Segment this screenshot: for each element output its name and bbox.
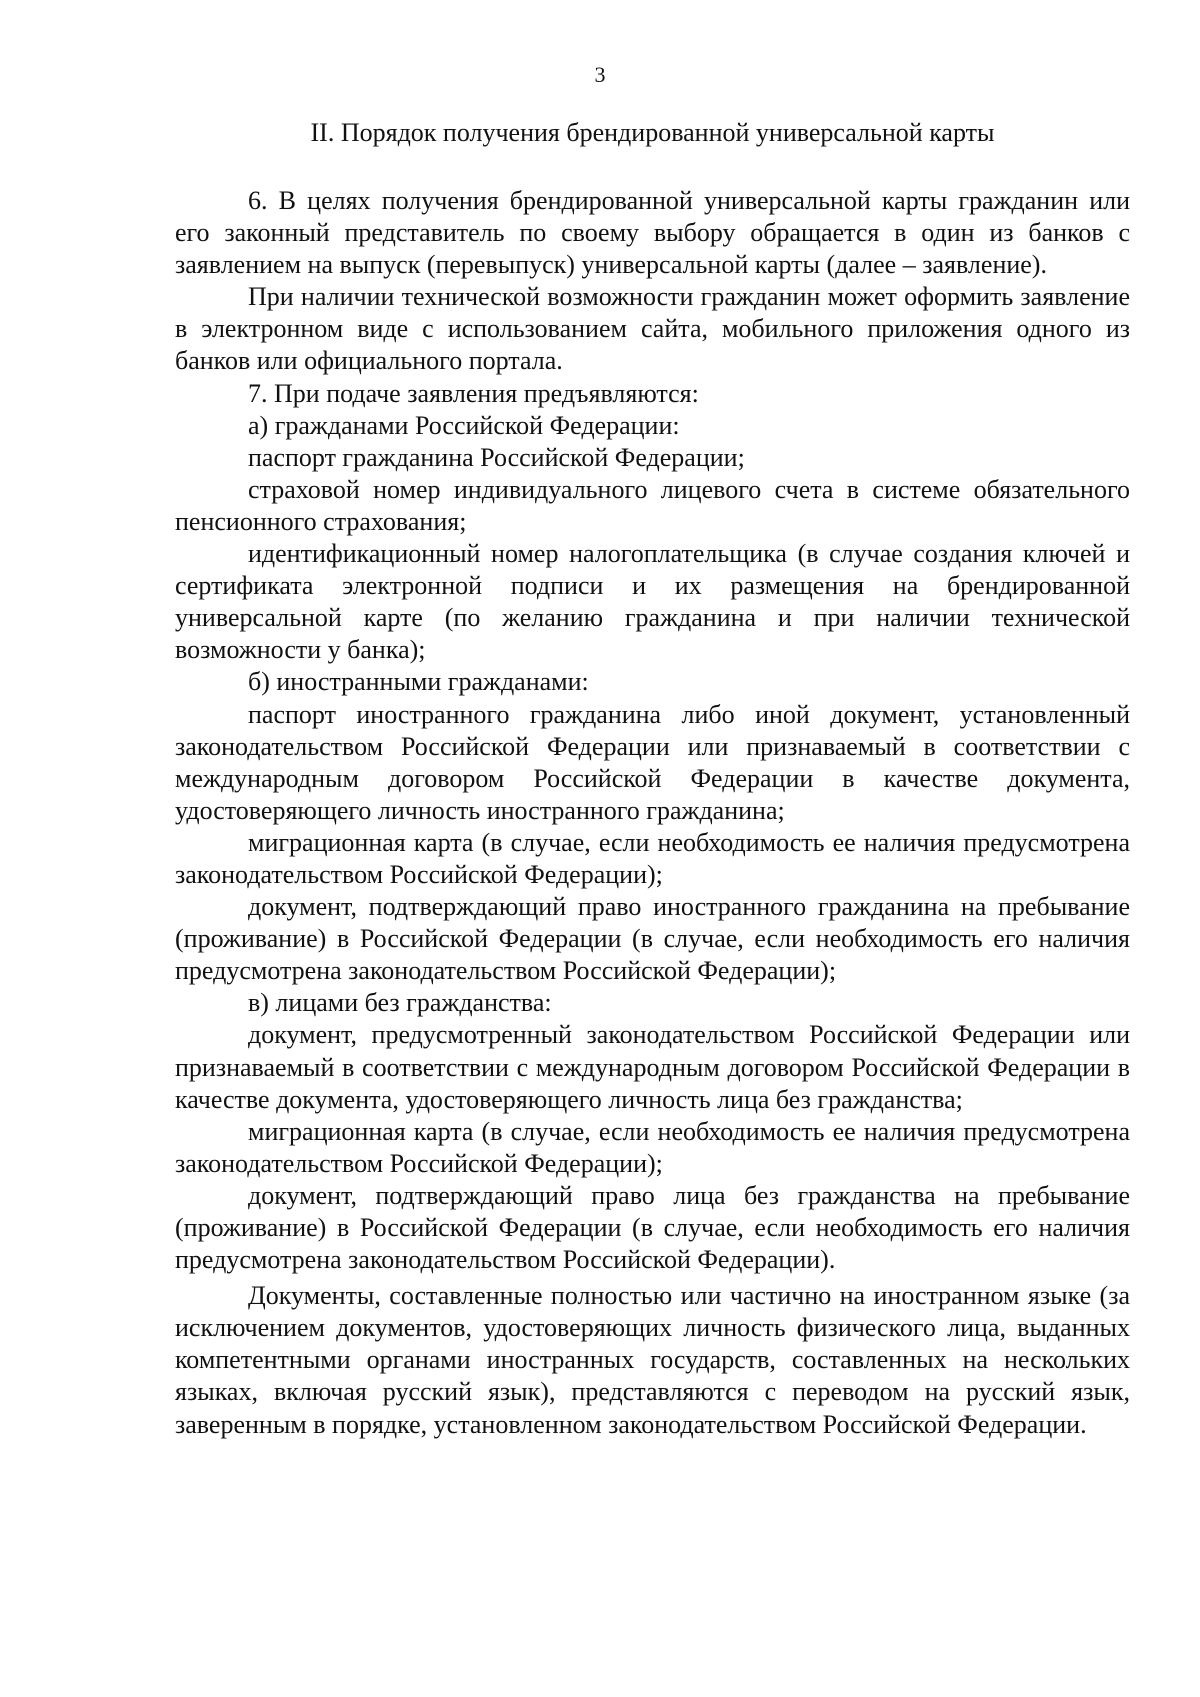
list-item-stateless-id-document: документ, предусмотренный законодательством Российской Федерации или признаваемый в соответствии с международным договором Российской Федерации в качестве документа, удостоверяющего личность лица без гражданства; xyxy=(175,1020,1130,1114)
subsection-b-heading: б) иностранными гражданами: xyxy=(248,667,589,697)
list-item-snils: страховой номер индивидуального лицевого счета в системе обязательного пенсионного страхования; xyxy=(175,474,1130,536)
subsection-a-heading: а) гражданами Российской Федерации: xyxy=(248,410,680,440)
paragraph-6-intro: 6. В целях получения брендированной универсальной карты гражданин или его законный представитель по своему выбору обращается в один из банков с заявлением на выпуск (перевыпуск) универсальной карты (далее – заявление). xyxy=(175,186,1130,280)
list-item-migration-card-stateless: миграционная карта (в случае, если необходимость ее наличия предусмотрена законодательством Российской Федерации); xyxy=(175,1116,1130,1178)
list-item-residence-right-foreign: документ, подтверждающий право иностранного гражданина на пребывание (проживание) в Российской Федерации (в случае, если необходимость его наличия предусмотрена законодательством Российской Федерации); xyxy=(175,892,1130,986)
paragraph-electronic-application: При наличии технической возможности гражданин может оформить заявление в электронном виде с использованием сайта, мобильного приложения одного из банков или официального портала. xyxy=(175,282,1130,376)
document-body xyxy=(175,185,1130,1441)
subsection-v-heading: в) лицами без гражданства: xyxy=(248,988,552,1018)
list-item-migration-card-foreign: миграционная карта (в случае, если необходимость ее наличия предусмотрена законодательством Российской Федерации); xyxy=(175,827,1130,889)
list-item-passport-rf: паспорт гражданина Российской Федерации; xyxy=(248,442,745,472)
list-item-inn: идентификационный номер налогоплательщика (в случае создания ключей и сертификата электронной подписи и их размещения на брендированной универсальной карте (по желанию гражданина и при наличии технической возможности у банка); xyxy=(175,539,1130,665)
paragraph-7-intro: 7. При подаче заявления предъявляются: xyxy=(248,378,699,408)
list-item-foreign-passport: паспорт иностранного гражданина либо иной документ, установленный законодательством Российской Федерации или признаваемый в соответствии с международным договором Российской Федерации в качестве документа, удостоверяющего личность иностранного гражданина; xyxy=(175,699,1130,825)
page-number: 3 xyxy=(594,62,606,87)
section-title: II. Порядок получения брендированной универсальной карты xyxy=(310,118,995,147)
list-item-residence-right-stateless: документ, подтверждающий право лица без гражданства на пребывание (проживание) в Российской Федерации (в случае, если необходимость его наличия предусмотрена законодательством Российской Федерации). xyxy=(175,1180,1130,1275)
paragraph-foreign-language-documents: Документы, составленные полностью или частично на иностранном языке (за исключением документов, удостоверяющих личность физического лица, выданных компетентными органами иностранных государств, составленных на нескольких языках, включая русский язык), представляются с переводом на русский язык, заверенным в порядке, установленном законодательством Российской Федерации. xyxy=(175,1281,1130,1439)
